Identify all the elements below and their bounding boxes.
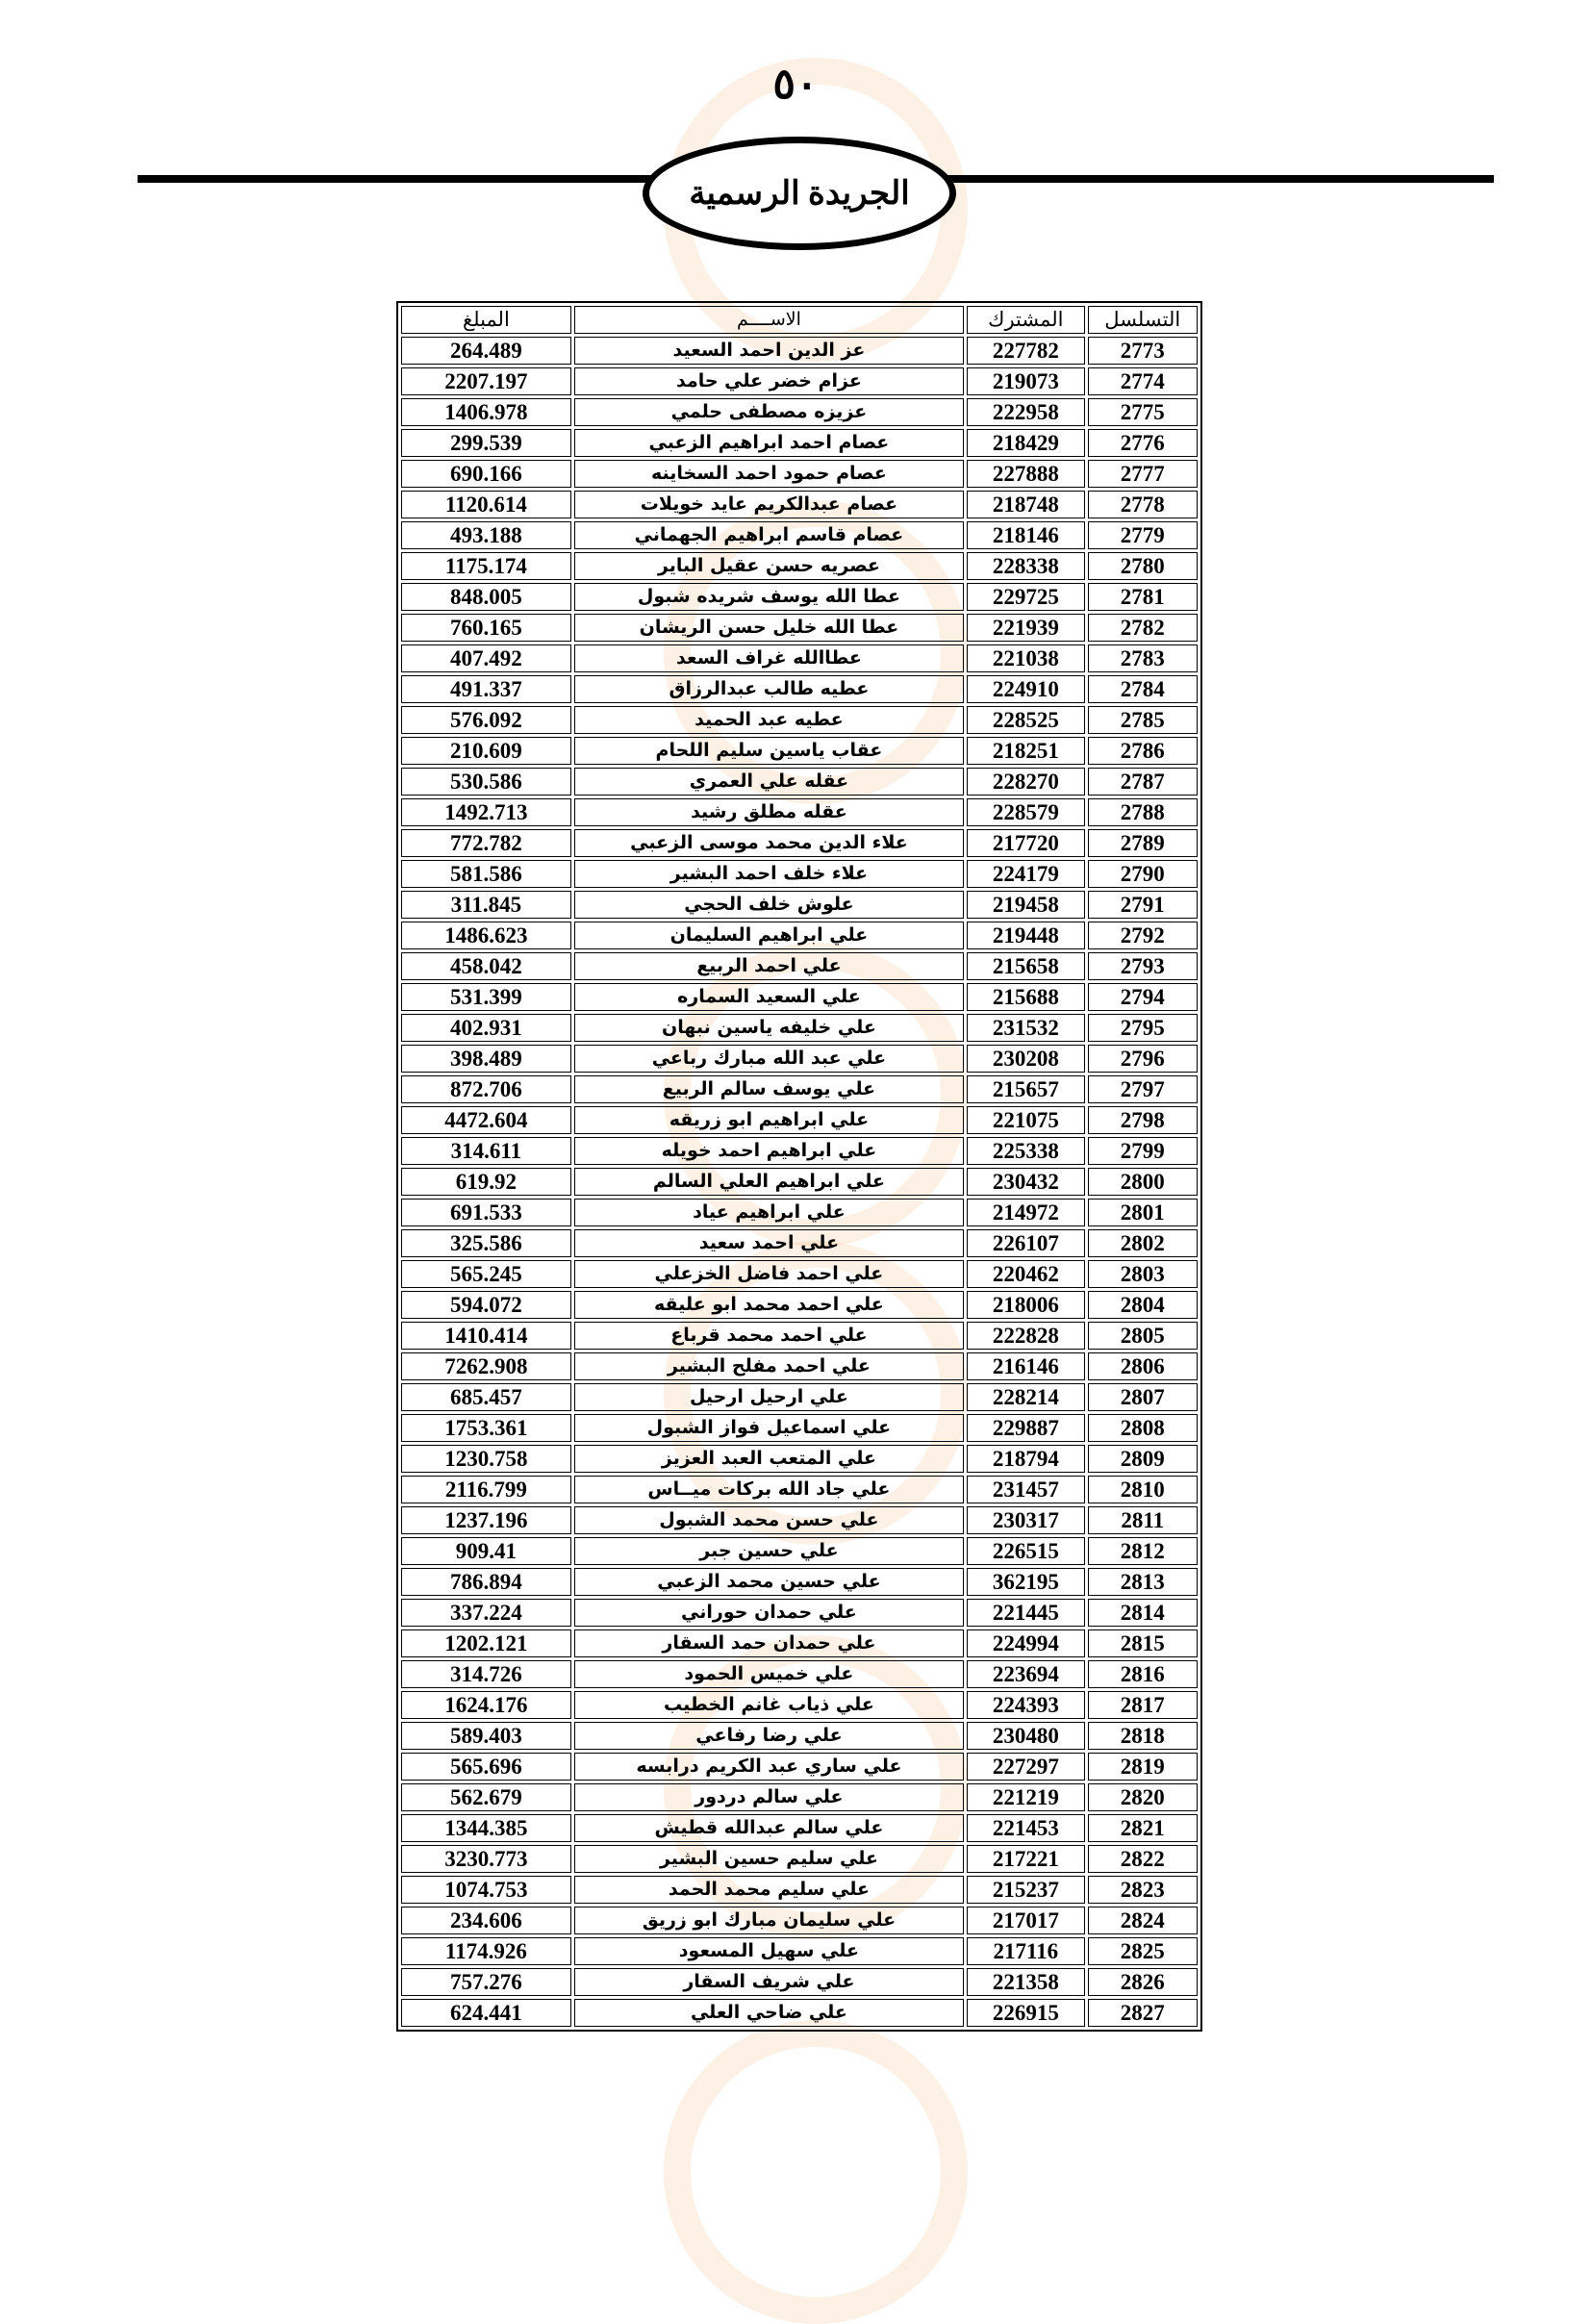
amount-cell: 311.845 — [401, 891, 571, 919]
subscriber-cell: 224393 — [967, 1691, 1084, 1719]
amount-cell: 1753.361 — [401, 1414, 571, 1442]
subscriber-cell: 215657 — [967, 1075, 1084, 1103]
subscriber-cell: 226515 — [967, 1537, 1084, 1565]
seq-cell: 2821 — [1088, 1814, 1199, 1842]
seq-cell: 2819 — [1088, 1753, 1199, 1781]
seq-cell: 2793 — [1088, 952, 1199, 980]
seq-cell: 2811 — [1088, 1506, 1199, 1534]
column-header-name: الاســــم — [574, 306, 964, 334]
subscriber-cell: 215688 — [967, 983, 1084, 1011]
table-row — [401, 644, 1198, 672]
table-row — [401, 1537, 1198, 1565]
table-row — [401, 1907, 1198, 1934]
name-cell: علي سالم دردور — [574, 1783, 964, 1811]
table-row — [401, 1814, 1198, 1842]
name-cell: علي ذياب غانم الخطيب — [574, 1691, 964, 1719]
amount-cell: 398.489 — [401, 1045, 571, 1073]
seq-cell: 2799 — [1088, 1137, 1199, 1165]
subscriber-cell: 221453 — [967, 1814, 1084, 1842]
amount-cell: 458.042 — [401, 952, 571, 980]
seq-cell: 2777 — [1088, 460, 1199, 488]
amount-cell: 530.586 — [401, 768, 571, 796]
amount-cell: 760.165 — [401, 614, 571, 642]
subscriber-cell: 221358 — [967, 1968, 1084, 1996]
amount-cell: 531.399 — [401, 983, 571, 1011]
seq-cell: 2792 — [1088, 922, 1199, 949]
amount-cell: 314.611 — [401, 1137, 571, 1165]
name-cell: علي حسن محمد الشبول — [574, 1506, 964, 1534]
name-cell: علي سليم محمد الحمد — [574, 1876, 964, 1904]
seq-cell: 2774 — [1088, 367, 1199, 395]
name-cell: علي ابراهيم العلي السالم — [574, 1168, 964, 1196]
table-row — [401, 737, 1198, 765]
subscriber-cell: 222828 — [967, 1322, 1084, 1350]
seq-cell: 2780 — [1088, 552, 1199, 580]
table-row — [401, 583, 1198, 611]
table-row — [401, 1199, 1198, 1226]
seq-cell: 2807 — [1088, 1383, 1199, 1411]
seq-cell: 2814 — [1088, 1599, 1199, 1627]
subscriber-cell: 218251 — [967, 737, 1084, 765]
name-cell: عزيزه مصطفى حلمي — [574, 398, 964, 426]
seq-cell: 2785 — [1088, 706, 1199, 734]
seq-cell: 2779 — [1088, 521, 1199, 549]
table-row — [401, 1999, 1198, 2027]
subscriber-cell: 226107 — [967, 1229, 1084, 1257]
subscriber-cell: 362195 — [967, 1568, 1084, 1596]
subscriber-cell: 217116 — [967, 1937, 1084, 1965]
table-row — [401, 1414, 1198, 1442]
amount-cell: 848.005 — [401, 583, 571, 611]
table-row — [401, 983, 1198, 1011]
seq-cell: 2801 — [1088, 1199, 1199, 1226]
column-header-seq: التسلسل — [1088, 306, 1199, 334]
table-row — [401, 1691, 1198, 1719]
subscriber-cell: 218429 — [967, 429, 1084, 457]
name-cell: علي حسين جبر — [574, 1537, 964, 1565]
subscriber-cell: 228270 — [967, 768, 1084, 796]
table-row — [401, 1322, 1198, 1350]
table-row — [401, 1783, 1198, 1811]
table-row — [401, 1599, 1198, 1627]
subscriber-cell: 229725 — [967, 583, 1084, 611]
name-cell: علي حمدان حوراني — [574, 1599, 964, 1627]
table-row — [401, 429, 1198, 457]
subscriber-cell: 230317 — [967, 1506, 1084, 1534]
name-cell: عطيه طالب عبدالرزاق — [574, 675, 964, 703]
table-row — [401, 768, 1198, 796]
subscriber-cell: 221075 — [967, 1106, 1084, 1134]
subscriber-cell: 215658 — [967, 952, 1084, 980]
seq-cell: 2791 — [1088, 891, 1199, 919]
amount-cell: 325.586 — [401, 1229, 571, 1257]
seq-cell: 2776 — [1088, 429, 1199, 457]
name-cell: علي ضاحي العلي — [574, 1999, 964, 2027]
subscriber-cell: 221038 — [967, 644, 1084, 672]
table-row — [401, 1352, 1198, 1380]
subscriber-cell: 231457 — [967, 1476, 1084, 1503]
name-cell: علوش خلف الحجي — [574, 891, 964, 919]
name-cell: عصام حمود احمد السخاينه — [574, 460, 964, 488]
subscriber-cell: 221939 — [967, 614, 1084, 642]
table-header-row — [401, 306, 1198, 334]
amount-cell: 491.337 — [401, 675, 571, 703]
name-cell: عصريه حسن عقيل الباير — [574, 552, 964, 580]
seq-cell: 2806 — [1088, 1352, 1199, 1380]
table-row — [401, 1075, 1198, 1103]
page-number: ٥٠ — [772, 61, 819, 108]
table-row — [401, 1845, 1198, 1873]
table-row — [401, 1291, 1198, 1319]
seq-cell: 2783 — [1088, 644, 1199, 672]
name-cell: علي جاد الله بركات ميــاس — [574, 1476, 964, 1503]
amount-cell: 1175.174 — [401, 552, 571, 580]
table-row — [401, 1937, 1198, 1965]
column-header-amount: المبلغ — [401, 306, 571, 334]
name-cell: علي ابراهيم احمد خويله — [574, 1137, 964, 1165]
seq-cell: 2778 — [1088, 491, 1199, 518]
amount-cell: 1174.926 — [401, 1937, 571, 1965]
seq-cell: 2805 — [1088, 1322, 1199, 1350]
name-cell: علي ابراهيم السليمان — [574, 922, 964, 949]
seq-cell: 2804 — [1088, 1291, 1199, 1319]
amount-cell: 407.492 — [401, 644, 571, 672]
table-row — [401, 829, 1198, 857]
name-cell: علي سليمان مبارك ابو زريق — [574, 1907, 964, 1934]
subscriber-cell: 230480 — [967, 1722, 1084, 1750]
name-cell: عصام قاسم ابراهيم الجهماني — [574, 521, 964, 549]
seq-cell: 2816 — [1088, 1660, 1199, 1688]
table-row — [401, 1968, 1198, 1996]
seq-cell: 2794 — [1088, 983, 1199, 1011]
name-cell: علي المتعب العبد العزيز — [574, 1445, 964, 1473]
name-cell: عز الدين احمد السعيد — [574, 337, 964, 365]
table-row — [401, 675, 1198, 703]
subscriber-cell: 222958 — [967, 398, 1084, 426]
amount-cell: 1120.614 — [401, 491, 571, 518]
seq-cell: 2784 — [1088, 675, 1199, 703]
seq-cell: 2826 — [1088, 1968, 1199, 1996]
amount-cell: 757.276 — [401, 1968, 571, 1996]
seq-cell: 2813 — [1088, 1568, 1199, 1596]
name-cell: عطا الله خليل حسن الريشان — [574, 614, 964, 642]
amount-cell: 1410.414 — [401, 1322, 571, 1350]
table-row — [401, 1045, 1198, 1073]
name-cell: علي سليم حسين البشير — [574, 1845, 964, 1873]
table-row — [401, 337, 1198, 365]
table-row — [401, 952, 1198, 980]
subscriber-cell: 225338 — [967, 1137, 1084, 1165]
table-row — [401, 460, 1198, 488]
subscriber-cell: 217017 — [967, 1907, 1084, 1934]
name-cell: عقله مطلق رشيد — [574, 798, 964, 826]
subscriber-cell: 217720 — [967, 829, 1084, 857]
amount-cell: 1344.385 — [401, 1814, 571, 1842]
name-cell: عصام احمد ابراهيم الزعبي — [574, 429, 964, 457]
name-cell: علي احمد سعيد — [574, 1229, 964, 1257]
seq-cell: 2818 — [1088, 1722, 1199, 1750]
amount-cell: 4472.604 — [401, 1106, 571, 1134]
table-row — [401, 860, 1198, 888]
subscriber-cell: 219073 — [967, 367, 1084, 395]
amount-cell: 1406.978 — [401, 398, 571, 426]
amount-cell: 624.441 — [401, 1999, 571, 2027]
amount-cell: 299.539 — [401, 429, 571, 457]
subscriber-cell: 218748 — [967, 491, 1084, 518]
table-row — [401, 706, 1198, 734]
subscriber-cell: 223694 — [967, 1660, 1084, 1688]
name-cell: عطاالله غراف السعد — [574, 644, 964, 672]
gazette-title: الجريدة الرسمية — [689, 176, 910, 212]
table-row — [401, 367, 1198, 395]
amount-cell: 1624.176 — [401, 1691, 571, 1719]
table-row — [401, 398, 1198, 426]
table-row — [401, 1106, 1198, 1134]
table-row — [401, 1260, 1198, 1288]
name-cell: علي ساري عبد الكريم درابسه — [574, 1753, 964, 1781]
subscriber-cell: 227297 — [967, 1753, 1084, 1781]
amount-cell: 337.224 — [401, 1599, 571, 1627]
table-row — [401, 1876, 1198, 1904]
name-cell: علي اسماعيل فواز الشبول — [574, 1414, 964, 1442]
table-row — [401, 1229, 1198, 1257]
seq-cell: 2809 — [1088, 1445, 1199, 1473]
subscriber-cell: 226915 — [967, 1999, 1084, 2027]
table-row — [401, 1753, 1198, 1781]
seq-cell: 2800 — [1088, 1168, 1199, 1196]
masthead-ellipse — [643, 137, 956, 250]
name-cell: علي يوسف سالم الربيع — [574, 1075, 964, 1103]
subscriber-cell: 230432 — [967, 1168, 1084, 1196]
seq-cell: 2786 — [1088, 737, 1199, 765]
subscriber-cell: 221445 — [967, 1599, 1084, 1627]
amount-cell: 493.188 — [401, 521, 571, 549]
name-cell: عزام خضر علي حامد — [574, 367, 964, 395]
amount-cell: 909.41 — [401, 1537, 571, 1565]
name-cell: علي السعيد السماره — [574, 983, 964, 1011]
table-row — [401, 1137, 1198, 1165]
subscriber-cell: 219448 — [967, 922, 1084, 949]
name-cell: عطا الله يوسف شريده شبول — [574, 583, 964, 611]
amount-cell: 7262.908 — [401, 1352, 571, 1380]
table-row — [401, 1014, 1198, 1042]
subscriber-cell: 215237 — [967, 1876, 1084, 1904]
table-row — [401, 1629, 1198, 1657]
subscriber-cell: 228525 — [967, 706, 1084, 734]
name-cell: عطيه عبد الحميد — [574, 706, 964, 734]
table-row — [401, 614, 1198, 642]
amount-cell: 690.166 — [401, 460, 571, 488]
table-row — [401, 521, 1198, 549]
seq-cell: 2812 — [1088, 1537, 1199, 1565]
amount-cell: 1074.753 — [401, 1876, 571, 1904]
subscriber-cell: 228338 — [967, 552, 1084, 580]
amount-cell: 562.679 — [401, 1783, 571, 1811]
subscriber-cell: 214972 — [967, 1199, 1084, 1226]
name-cell: علي خليفه ياسين نبهان — [574, 1014, 964, 1042]
name-cell: علي عبد الله مبارك رباعي — [574, 1045, 964, 1073]
table-row — [401, 1568, 1198, 1596]
name-cell: عقله علي العمري — [574, 768, 964, 796]
seq-cell: 2775 — [1088, 398, 1199, 426]
subscriber-cell: 224994 — [967, 1629, 1084, 1657]
amount-cell: 581.586 — [401, 860, 571, 888]
subscriber-cell: 227782 — [967, 337, 1084, 365]
seq-cell: 2825 — [1088, 1937, 1199, 1965]
name-cell: علي ارحيل ارحيل — [574, 1383, 964, 1411]
table-row — [401, 891, 1198, 919]
seq-cell: 2797 — [1088, 1075, 1199, 1103]
table-row — [401, 1506, 1198, 1534]
name-cell: علاء الدين محمد موسى الزعبي — [574, 829, 964, 857]
name-cell: علي احمد محمد ابو عليقه — [574, 1291, 964, 1319]
name-cell: علي سهيل المسعود — [574, 1937, 964, 1965]
amount-cell: 685.457 — [401, 1383, 571, 1411]
amount-cell: 2207.197 — [401, 367, 571, 395]
name-cell: علي حمدان حمد السقار — [574, 1629, 964, 1657]
amount-cell: 1202.121 — [401, 1629, 571, 1657]
name-cell: علي احمد الربيع — [574, 952, 964, 980]
amount-cell: 210.609 — [401, 737, 571, 765]
amount-cell: 264.489 — [401, 337, 571, 365]
subscriber-cell: 228214 — [967, 1383, 1084, 1411]
amount-cell: 691.533 — [401, 1199, 571, 1226]
subscriber-cell: 229887 — [967, 1414, 1084, 1442]
column-header-subscriber: المشترك — [967, 306, 1084, 334]
seq-cell: 2817 — [1088, 1691, 1199, 1719]
seq-cell: 2782 — [1088, 614, 1199, 642]
amount-cell: 589.403 — [401, 1722, 571, 1750]
seq-cell: 2773 — [1088, 337, 1199, 365]
seq-cell: 2790 — [1088, 860, 1199, 888]
subscriber-cell: 224910 — [967, 675, 1084, 703]
seq-cell: 2810 — [1088, 1476, 1199, 1503]
table-row — [401, 1722, 1198, 1750]
amount-cell: 772.782 — [401, 829, 571, 857]
amount-cell: 2116.799 — [401, 1476, 571, 1503]
amount-cell: 3230.773 — [401, 1845, 571, 1873]
table-row — [401, 1445, 1198, 1473]
name-cell: عصام عبدالكريم عايد خويلات — [574, 491, 964, 518]
name-cell: علي احمد مفلح البشير — [574, 1352, 964, 1380]
seq-cell: 2789 — [1088, 829, 1199, 857]
name-cell: علي سالم عبدالله قطيش — [574, 1814, 964, 1842]
seq-cell: 2823 — [1088, 1876, 1199, 1904]
name-cell: علي حسين محمد الزعبي — [574, 1568, 964, 1596]
amount-cell: 314.726 — [401, 1660, 571, 1688]
seq-cell: 2788 — [1088, 798, 1199, 826]
table-row — [401, 491, 1198, 518]
seq-cell: 2796 — [1088, 1045, 1199, 1073]
seq-cell: 2824 — [1088, 1907, 1199, 1934]
subscriber-cell: 221219 — [967, 1783, 1084, 1811]
subscriber-cell: 218146 — [967, 521, 1084, 549]
subscriber-cell: 228579 — [967, 798, 1084, 826]
name-cell: علي رضا رفاعي — [574, 1722, 964, 1750]
amount-cell: 594.072 — [401, 1291, 571, 1319]
name-cell: علي ابراهيم ابو زريقه — [574, 1106, 964, 1134]
seq-cell: 2815 — [1088, 1629, 1199, 1657]
amount-cell: 576.092 — [401, 706, 571, 734]
subscriber-cell: 227888 — [967, 460, 1084, 488]
subscriber-cell: 216146 — [967, 1352, 1084, 1380]
name-cell: عقاب ياسين سليم اللحام — [574, 737, 964, 765]
amount-cell: 565.696 — [401, 1753, 571, 1781]
name-cell: علي خميس الحمود — [574, 1660, 964, 1688]
table-row — [401, 1660, 1198, 1688]
subscribers-table — [396, 301, 1202, 2032]
watermark-clock-icon — [664, 2020, 968, 2324]
seq-cell: 2787 — [1088, 768, 1199, 796]
amount-cell: 786.894 — [401, 1568, 571, 1596]
name-cell: علي ابراهيم عياد — [574, 1199, 964, 1226]
seq-cell: 2827 — [1088, 1999, 1199, 2027]
amount-cell: 1237.196 — [401, 1506, 571, 1534]
seq-cell: 2795 — [1088, 1014, 1199, 1042]
amount-cell: 619.92 — [401, 1168, 571, 1196]
amount-cell: 872.706 — [401, 1075, 571, 1103]
subscriber-cell: 218006 — [967, 1291, 1084, 1319]
amount-cell: 234.606 — [401, 1907, 571, 1934]
name-cell: علي احمد محمد قرباع — [574, 1322, 964, 1350]
seq-cell: 2808 — [1088, 1414, 1199, 1442]
name-cell: علي احمد فاضل الخزعلي — [574, 1260, 964, 1288]
seq-cell: 2802 — [1088, 1229, 1199, 1257]
subscriber-cell: 219458 — [967, 891, 1084, 919]
table-row — [401, 798, 1198, 826]
table-row — [401, 1476, 1198, 1503]
subscriber-cell: 231532 — [967, 1014, 1084, 1042]
table-row — [401, 922, 1198, 949]
name-cell: علي شريف السقار — [574, 1968, 964, 1996]
amount-cell: 1492.713 — [401, 798, 571, 826]
seq-cell: 2822 — [1088, 1845, 1199, 1873]
amount-cell: 1230.758 — [401, 1445, 571, 1473]
amount-cell: 565.245 — [401, 1260, 571, 1288]
seq-cell: 2803 — [1088, 1260, 1199, 1288]
seq-cell: 2781 — [1088, 583, 1199, 611]
amount-cell: 402.931 — [401, 1014, 571, 1042]
subscriber-cell: 220462 — [967, 1260, 1084, 1288]
subscriber-cell: 218794 — [967, 1445, 1084, 1473]
seq-cell: 2798 — [1088, 1106, 1199, 1134]
name-cell: علاء خلف احمد البشير — [574, 860, 964, 888]
subscriber-cell: 230208 — [967, 1045, 1084, 1073]
table-row — [401, 1383, 1198, 1411]
table-row — [401, 1168, 1198, 1196]
subscriber-cell: 224179 — [967, 860, 1084, 888]
subscriber-cell: 217221 — [967, 1845, 1084, 1873]
amount-cell: 1486.623 — [401, 922, 571, 949]
seq-cell: 2820 — [1088, 1783, 1199, 1811]
table-row — [401, 552, 1198, 580]
